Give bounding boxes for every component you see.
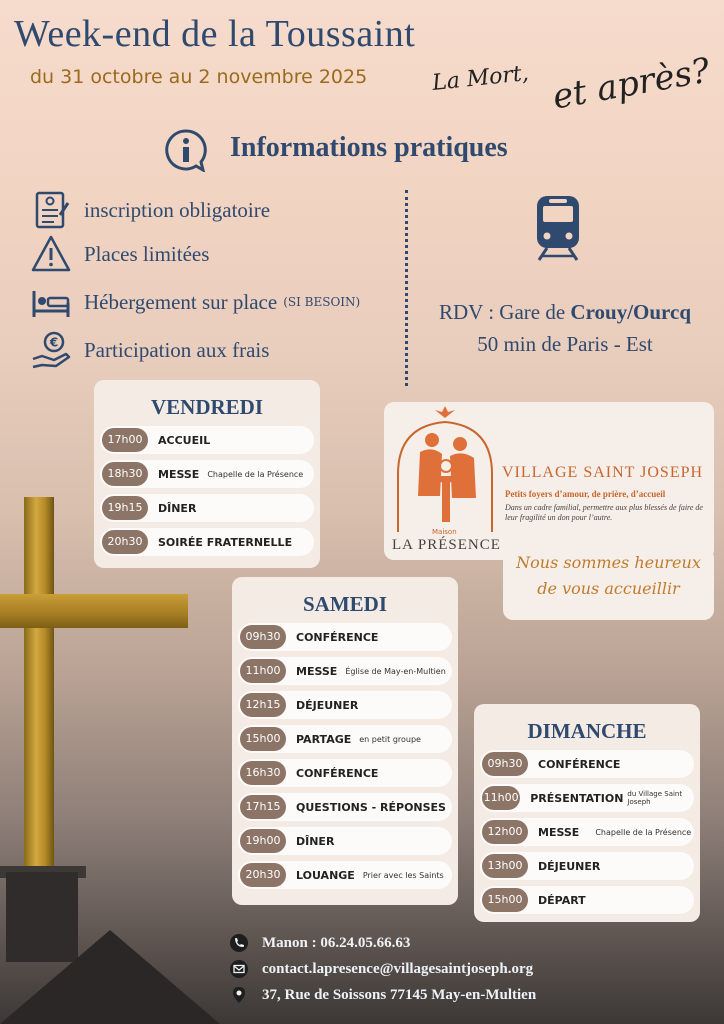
maison-label: Maison <box>432 528 457 536</box>
event-detail: Chapelle de la Présence <box>207 469 304 479</box>
schedule-row <box>480 886 694 914</box>
info-icon <box>164 128 208 172</box>
organisation-tagline: Petits foyers d’amour, de prière, d’accueil <box>505 489 666 499</box>
time-pill: 15h00 <box>240 727 286 751</box>
schedule-row <box>238 725 452 753</box>
schedule-row <box>238 691 452 719</box>
location-pin-icon <box>230 986 248 1004</box>
event-label: ACCUEIL <box>158 433 211 447</box>
organisation-description: Dans un cadre familial, permettre aux plus blessés de faire de leur fragilité un don pour l’autre. <box>505 503 703 522</box>
info-section-title: Informations pratiques <box>230 132 508 163</box>
info-item-registration <box>30 188 270 232</box>
schedule-row <box>100 460 314 488</box>
info-item-note: (SI BESOIN) <box>283 295 361 309</box>
info-item-lodging <box>30 280 360 324</box>
schedule-row <box>238 657 452 685</box>
schedule-row <box>480 818 694 846</box>
welcome-line-2: de vous accueillir <box>537 579 680 598</box>
event-label: DÉJEUNER <box>538 859 601 873</box>
time-pill: 20h30 <box>102 530 148 554</box>
organisation-name: VILLAGE SAINT JOSEPH <box>502 464 704 481</box>
rdv-station: Crouy/Ourcq <box>570 300 691 324</box>
info-item-fees <box>30 328 269 372</box>
email-text: contact.lapresence@villagesaintjoseph.org <box>262 960 534 977</box>
script-heading-part1: La Mort, <box>430 61 530 96</box>
schedule-row <box>238 623 452 651</box>
schedule-row <box>100 426 314 454</box>
day-title: DIMANCHE <box>527 719 647 743</box>
schedule-row <box>238 827 452 855</box>
event-label: DÉPART <box>538 893 586 907</box>
time-pill: 16h30 <box>240 761 286 785</box>
time-pill: 19h15 <box>102 496 148 520</box>
church-roof <box>0 930 220 1024</box>
time-pill: 11h00 <box>482 786 520 810</box>
info-item-limited <box>30 232 209 276</box>
rdv-prefix: RDV : Gare de <box>439 300 571 324</box>
phone-text: Manon : 06.24.05.66.63 <box>262 934 411 951</box>
dotted-divider <box>405 190 408 386</box>
event-dates: du 31 octobre au 2 novembre 2025 <box>30 66 368 88</box>
info-item-label: Places limitées <box>84 241 210 266</box>
event-label: QUESTIONS - RÉPONSES <box>296 800 446 814</box>
event-label: PRÉSENTATION <box>530 791 624 805</box>
info-item-label: inscription obligatoire <box>84 197 271 222</box>
day-title: SAMEDI <box>302 592 387 616</box>
registration-form-icon <box>30 189 72 231</box>
time-pill: 17h00 <box>102 428 148 452</box>
event-detail: Chapelle de la Présence <box>595 827 692 837</box>
schedule-row <box>100 528 314 556</box>
holy-family-logo <box>390 404 500 534</box>
golden-cross-horizontal <box>0 594 188 628</box>
phone-icon <box>230 934 248 952</box>
meeting-point <box>412 296 718 360</box>
time-pill: 12h15 <box>240 693 286 717</box>
train-icon <box>533 192 583 264</box>
event-label: MESSE <box>538 825 580 839</box>
event-detail: Église de May-en-Multien <box>345 666 446 676</box>
rdv-duration: 50 min de Paris - Est <box>477 332 653 356</box>
welcome-line-1: Nous sommes heureux <box>516 553 701 572</box>
welcome-message <box>503 550 714 602</box>
event-label: DÎNER <box>158 501 197 515</box>
schedule-row <box>238 759 452 787</box>
schedule-row <box>480 852 694 880</box>
contact-address <box>230 982 536 1008</box>
email-icon <box>230 960 248 978</box>
svg-text:€: € <box>49 335 59 350</box>
time-pill: 17h15 <box>240 795 286 819</box>
time-pill: 11h00 <box>240 659 286 683</box>
time-pill: 09h30 <box>482 752 528 776</box>
schedule-row <box>238 793 452 821</box>
schedule-card-friday <box>94 380 320 568</box>
schedule-card-sunday <box>474 704 700 922</box>
time-pill: 19h00 <box>240 829 286 853</box>
day-title: VENDREDI <box>150 395 263 419</box>
schedule-row <box>480 784 694 812</box>
time-pill: 15h00 <box>482 888 528 912</box>
event-label: DÎNER <box>296 834 335 848</box>
contact-email[interactable] <box>230 956 533 982</box>
time-pill: 13h00 <box>482 854 528 878</box>
script-heading-part2: et après? <box>549 50 713 118</box>
euro-hand-icon <box>30 329 72 371</box>
event-label: CONFÉRENCE <box>296 630 379 644</box>
time-pill: 12h00 <box>482 820 528 844</box>
event-label: PARTAGE <box>296 732 352 746</box>
event-label: MESSE <box>296 664 338 678</box>
presence-label: LA PRÉSENCE <box>392 537 501 553</box>
info-item-label: Hébergement sur place <box>84 289 278 314</box>
event-detail: en petit groupe <box>359 734 421 744</box>
event-label: SOIRÉE FRATERNELLE <box>158 535 293 549</box>
schedule-row <box>238 861 452 889</box>
schedule-card-saturday <box>232 577 458 905</box>
event-label: CONFÉRENCE <box>538 757 621 771</box>
event-label: DÉJEUNER <box>296 698 359 712</box>
golden-cross-vertical <box>24 497 54 882</box>
contact-phone[interactable] <box>230 930 410 956</box>
event-label: MESSE <box>158 467 200 481</box>
time-pill: 09h30 <box>240 625 286 649</box>
page-title: Week-end de la Toussaint <box>14 13 416 55</box>
warning-icon <box>30 233 72 275</box>
bed-icon <box>30 281 72 323</box>
event-label: LOUANGE <box>296 868 355 882</box>
schedule-row <box>100 494 314 522</box>
time-pill: 18h30 <box>102 462 148 486</box>
event-label: CONFÉRENCE <box>296 766 379 780</box>
time-pill: 20h30 <box>240 863 286 887</box>
schedule-row <box>480 750 694 778</box>
event-detail: Prier avec les Saints <box>362 870 444 880</box>
address-text: 37, Rue de Soissons 77145 May-en-Multien <box>262 986 537 1003</box>
event-detail: du Village Saint Joseph <box>627 790 683 806</box>
info-item-label: Participation aux frais <box>84 337 270 362</box>
